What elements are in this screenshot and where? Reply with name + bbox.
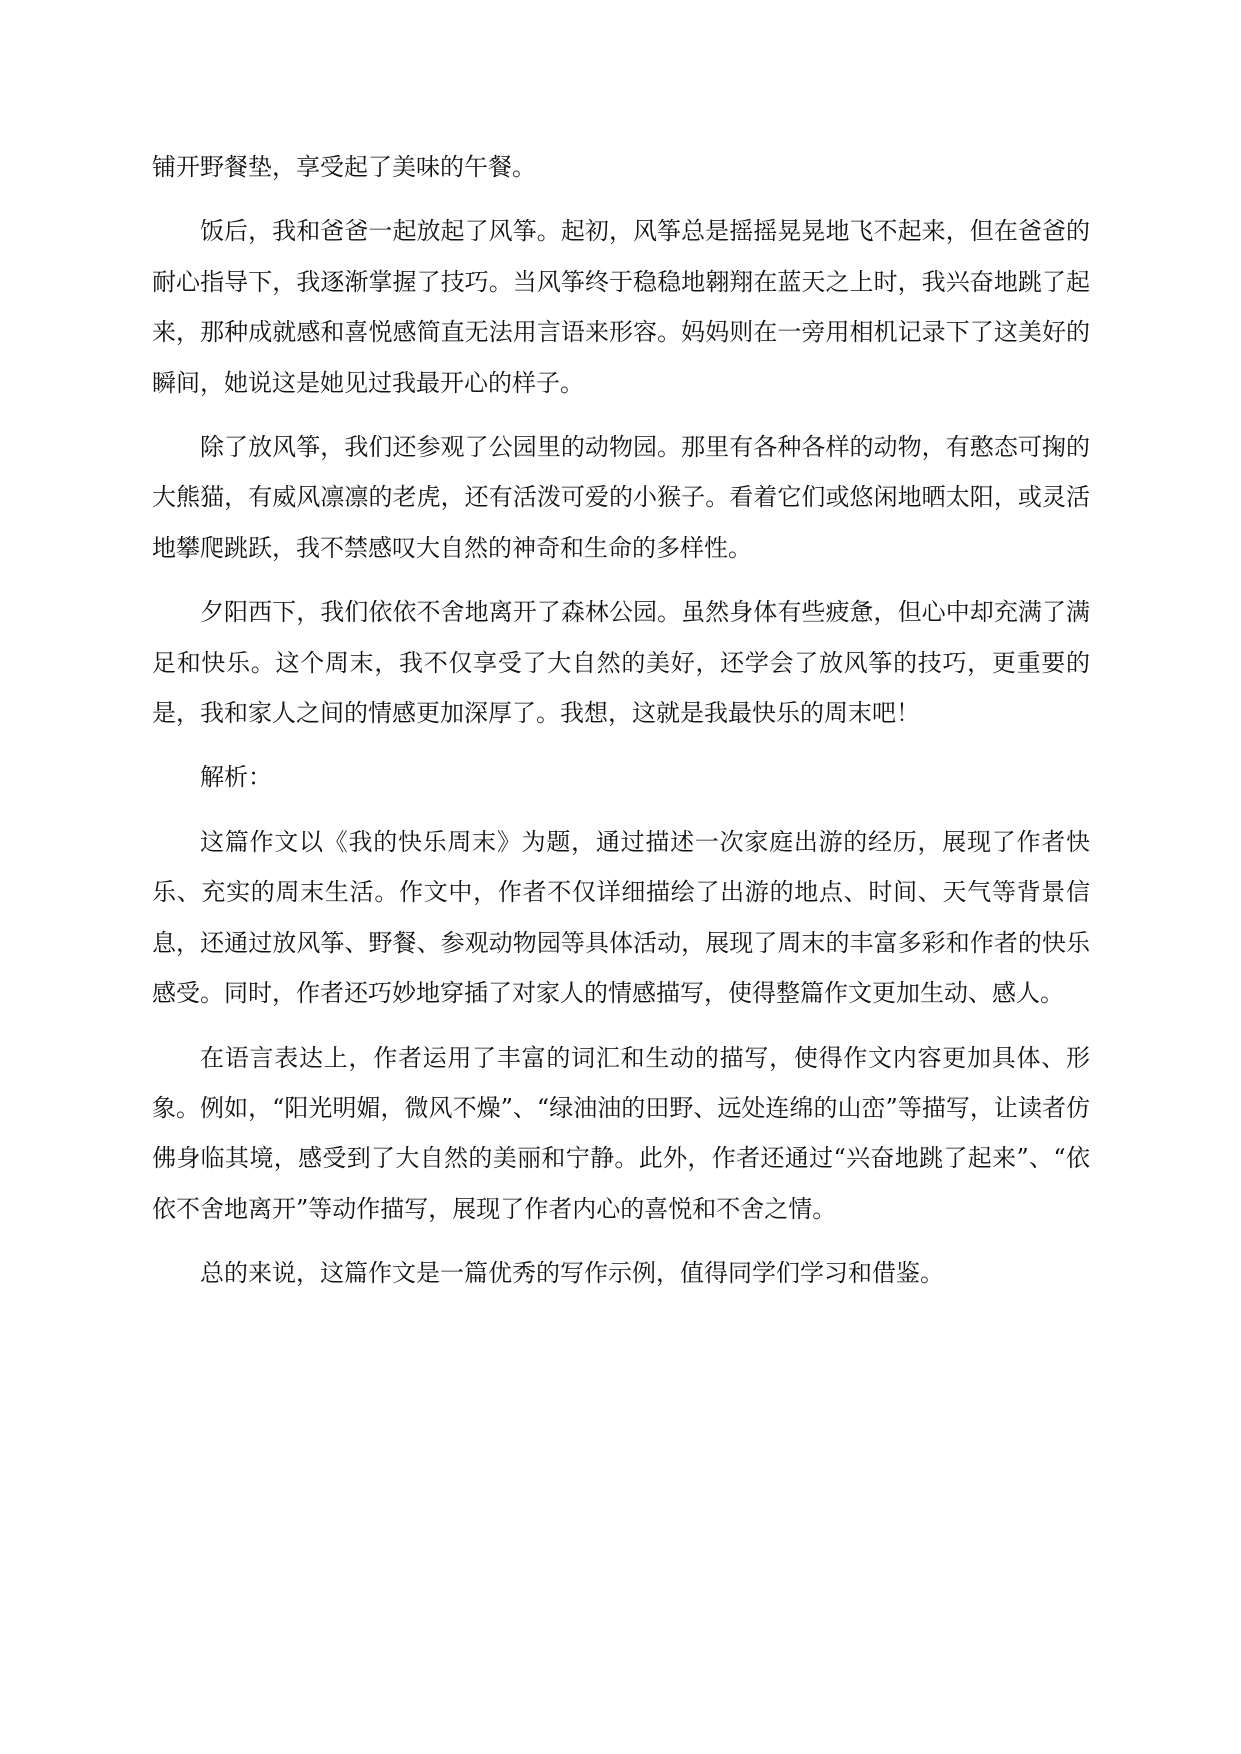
paragraph-continuation: 铺开野餐垫，享受起了美味的午餐。 [152, 153, 536, 181]
document-body [152, 142, 1090, 1313]
paragraph-zoo-visit: 除了放风筝，我们还参观了公园里的动物园。那里有各种各样的动物，有憨态可掬的大熊猫，有威风凛凛的老虎，还有活泼可爱的小猴子。看着它们或悠闲地晒太阳，或灵活地攀爬跳跃，我不禁感叹大自然的神奇和生命的多样性。 [152, 433, 1090, 562]
paragraph-kite-flying: 饭后，我和爸爸一起放起了风筝。起初，风筝总是摇摇晃晃地飞不起来，但在爸爸的耐心指导下，我逐渐掌握了技巧。当风筝终于稳稳地翱翔在蓝天之上时，我兴奋地跳了起来，那种成就感和喜悦感简直无法用言语来形容。妈妈则在一旁用相机记录下了这美好的瞬间，她说这是她见过我最开心的样子。 [152, 217, 1090, 397]
paragraph-sunset-departure: 夕阳西下，我们依依不舍地离开了森林公园。虽然身体有些疲惫，但心中却充满了满足和快乐。这个周末，我不仅享受了大自然的美好，还学会了放风筝的技巧，更重要的是，我和家人之间的情感更加深厚了。我想，这就是我最快乐的周末吧！ [152, 598, 1090, 728]
analysis-heading: 解析： [200, 763, 272, 792]
analysis-paragraph-language: 在语言表达上，作者运用了丰富的词汇和生动的描写，使得作文内容更加具体、形象。例如，“阳光明媚，微风不燥”、“绿油油的田野、远处连绵的山峦”等描写，让读者仿佛身临其境，感受到了大自然的美丽和宁静。此外，作者还通过“兴奋地跳了起来”、“依依不舍地离开”等动作描写，展现了作者内心的喜悦和不舍之情。 [152, 1043, 1090, 1223]
analysis-paragraph-conclusion: 总的来说，这篇作文是一篇优秀的写作示例，值得同学们学习和借鉴。 [200, 1259, 944, 1288]
analysis-paragraph-overview: 这篇作文以《我的快乐周末》为题，通过描述一次家庭出游的经历，展现了作者快乐、充实的周末生活。作文中，作者不仅详细描绘了出游的地点、时间、天气等背景信息，还通过放风筝、野餐、参观动物园等具体活动，展现了周末的丰富多彩和作者的快乐感受。同时，作者还巧妙地穿插了对家人的情感描写，使得整篇作文更加生动、感人。 [152, 827, 1090, 1008]
